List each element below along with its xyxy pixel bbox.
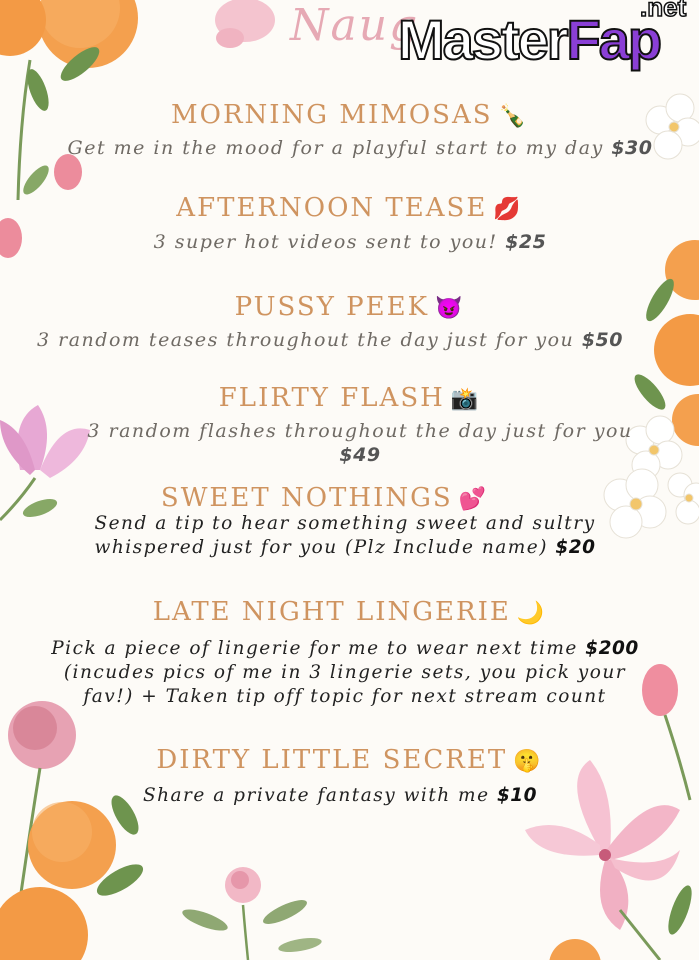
menu-item-text: Pick a piece of lingerie for me to wear next time: [51, 638, 578, 659]
menu-item-title-text: DIRTY LITTLE SECRET: [156, 745, 508, 775]
menu-item-price: $49: [339, 444, 381, 466]
menu-item-price: $50: [581, 329, 623, 351]
magnolia-flower-icon: [0, 405, 90, 478]
menu-item-title-text: FLIRTY FLASH: [218, 383, 445, 413]
menu-item-title-text: SWEET NOTHINGS: [160, 483, 453, 513]
menu-item-price: $30: [611, 137, 653, 159]
menu-item-description: [80, 419, 640, 467]
menu-item-price: $10: [496, 785, 538, 806]
watermark: [398, 0, 687, 72]
menu-item-title: [0, 383, 699, 413]
menu-item-description: [60, 784, 620, 808]
kiss-lips-icon: 💋: [493, 197, 523, 222]
rosebud-icon: [0, 218, 22, 258]
menu-item-title: [0, 100, 699, 130]
menu-item-title-text: LATE NIGHT LINGERIE: [152, 597, 511, 627]
menu-item-title-text: MORNING MIMOSAS: [171, 100, 493, 130]
two-hearts-icon: 💕: [458, 487, 489, 512]
menu-item-description: [60, 230, 640, 254]
devil-face-icon: 😈: [435, 296, 465, 321]
orange-fruit-icon: [0, 887, 88, 960]
menu-item-text: 3 random teases throughout the day just for you: [37, 329, 575, 351]
menu-item-title-text: AFTERNOON TEASE: [176, 193, 488, 223]
menu-item-title: [0, 483, 674, 513]
menu-item-price: $200: [585, 638, 639, 659]
menu-item-title: [0, 193, 699, 223]
menu-item-description: [40, 136, 680, 160]
pink-flower-icon: [215, 0, 275, 48]
orange-fruit-icon: [0, 0, 46, 56]
menu-item-title: [0, 745, 699, 775]
menu-item-description: [90, 512, 600, 560]
menu-item-text: 3 super hot videos sent to you!: [153, 231, 498, 253]
menu-item-text: Get me in the mood for a playful start to my day: [67, 137, 604, 159]
menu-item-title-text: PUSSY PEEK: [234, 292, 429, 322]
menu-item-title: [0, 292, 699, 322]
shushing-face-icon: 🤫: [513, 749, 543, 774]
watermark-part2: Fap: [566, 8, 661, 71]
menu-item-title: [0, 597, 699, 627]
page-title: Naug: [290, 0, 420, 51]
menu-item-description: [40, 637, 650, 709]
orange-fruit-icon: [549, 939, 601, 960]
menu-item-text: 3 random flashes throughout the day just for you: [87, 420, 633, 442]
watermark-suffix: .net: [640, 0, 687, 22]
menu-item-text: Send a tip to hear something sweet and sultry whispered just for you (Plz Include name): [94, 513, 596, 558]
menu-item-text: Share a private fantasy with me: [142, 785, 490, 806]
menu-item-price: $25: [505, 231, 547, 253]
menu-item-text: (incudes pics of me in 3 lingerie sets, you pick your fav!) + Taken tip off topic for next stream count: [63, 662, 627, 707]
pink-flower-icon: [225, 867, 261, 903]
orange-fruit-icon: [654, 314, 699, 386]
menu-item-price: $20: [555, 537, 596, 558]
orange-fruit-icon: [28, 801, 116, 889]
crescent-moon-icon: 🌙: [516, 601, 547, 626]
menu-item-description: [30, 328, 630, 352]
camera-flash-icon: 📸: [450, 387, 481, 412]
watermark-part1: Master: [398, 8, 567, 71]
champagne-icon: 🍾: [498, 104, 528, 129]
